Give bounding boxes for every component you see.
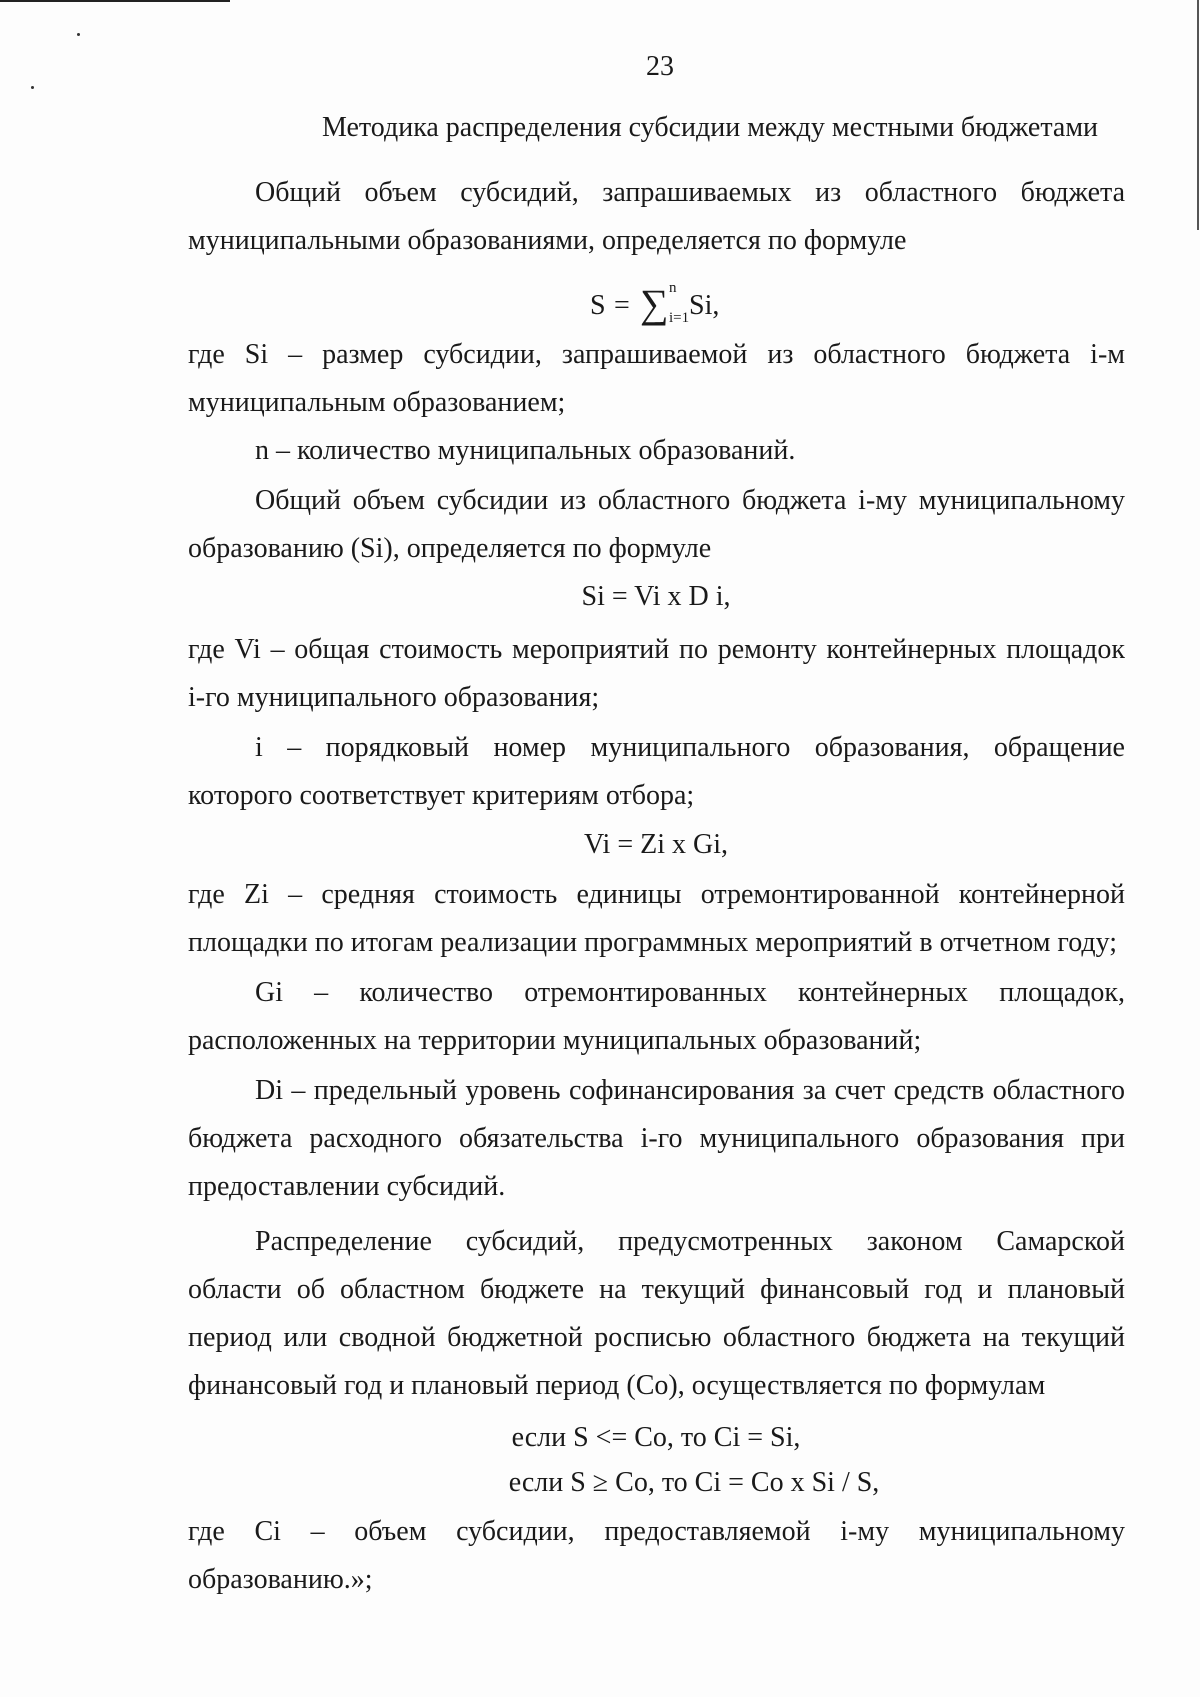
definition-line: где Ci – объем субсидии, предоставляемой i-му муниципальному: [188, 1516, 1125, 1547]
definition-line: расположенных на территории муниципальных образований;: [188, 1025, 922, 1056]
definition-line: где Vi – общая стоимость мероприятий по ремонту контейнерных площадок: [188, 634, 1125, 665]
definition-line: площадки по итогам реализации программных мероприятий в отчетном году;: [188, 927, 1118, 958]
definition-line: i – порядковый номер муниципального образования, обращение: [255, 732, 1125, 763]
formula-sum: [590, 280, 730, 334]
formula-symbol: Si,: [689, 290, 720, 321]
paragraph-line: Общий объем субсидии из областного бюджета i-му муниципальному: [255, 485, 1125, 516]
definition-line: предоставлении субсидий.: [188, 1171, 506, 1202]
paragraph-line: образованию (Si), определяется по формуле: [188, 533, 712, 564]
formula-line: если S <= Со, то Ci = Si,: [511, 1422, 801, 1453]
formula-line: Vi = Zi x Gi,: [584, 829, 728, 860]
definition-line: n – количество муниципальных образований.: [255, 435, 796, 466]
definition-line: бюджета расходного обязательства i-го муниципального образования при: [188, 1123, 1125, 1154]
paragraph-line: Распределение субсидий, предусмотренных законом Самарской: [255, 1226, 1125, 1257]
paragraph-line: области об областном бюджете на текущий финансовый год и плановый: [188, 1274, 1125, 1305]
sum-lower-limit: i=1: [669, 310, 690, 326]
page-number: 23: [646, 51, 674, 82]
scan-edge-top: [0, 0, 230, 2]
paragraph-line: Общий объем субсидий, запрашиваемых из областного бюджета: [255, 177, 1125, 208]
sigma-symbol: ∑: [640, 281, 669, 326]
definition-line: где Si – размер субсидии, запрашиваемой из областного бюджета i-м: [188, 339, 1125, 370]
sum-upper-limit: n: [669, 280, 677, 296]
formula-line: Si = Vi x D i,: [581, 581, 731, 612]
scan-speck: [77, 33, 80, 36]
definition-line: где Zi – средняя стоимость единицы отремонтированной контейнерной: [188, 879, 1125, 910]
definition-line: i-го муниципального образования;: [188, 682, 600, 713]
scan-speck: [31, 86, 34, 89]
definition-line: которого соответствует критериям отбора;: [188, 780, 695, 811]
document-title: Методика распределения субсидии между местными бюджетами: [321, 112, 1099, 143]
paragraph-line: период или сводной бюджетной росписью областного бюджета на текущий: [188, 1322, 1125, 1353]
definition-line: муниципальным образованием;: [188, 387, 566, 418]
paragraph-line: финансовый год и плановый период (Со), осуществляется по формулам: [188, 1370, 1046, 1401]
definition-line: образованию.»;: [188, 1564, 373, 1595]
formula-symbol: S: [590, 290, 606, 321]
formula-line: если S ≥ Со, то Ci = Со x Si / S,: [508, 1467, 880, 1498]
paragraph-line: муниципальными образованиями, определяется по формуле: [188, 225, 907, 256]
definition-line: Di – предельный уровень софинансирования за счет средств областного: [255, 1075, 1125, 1106]
formula-symbol: =: [614, 290, 630, 321]
definition-line: Gi – количество отремонтированных контейнерных площадок,: [255, 977, 1125, 1008]
